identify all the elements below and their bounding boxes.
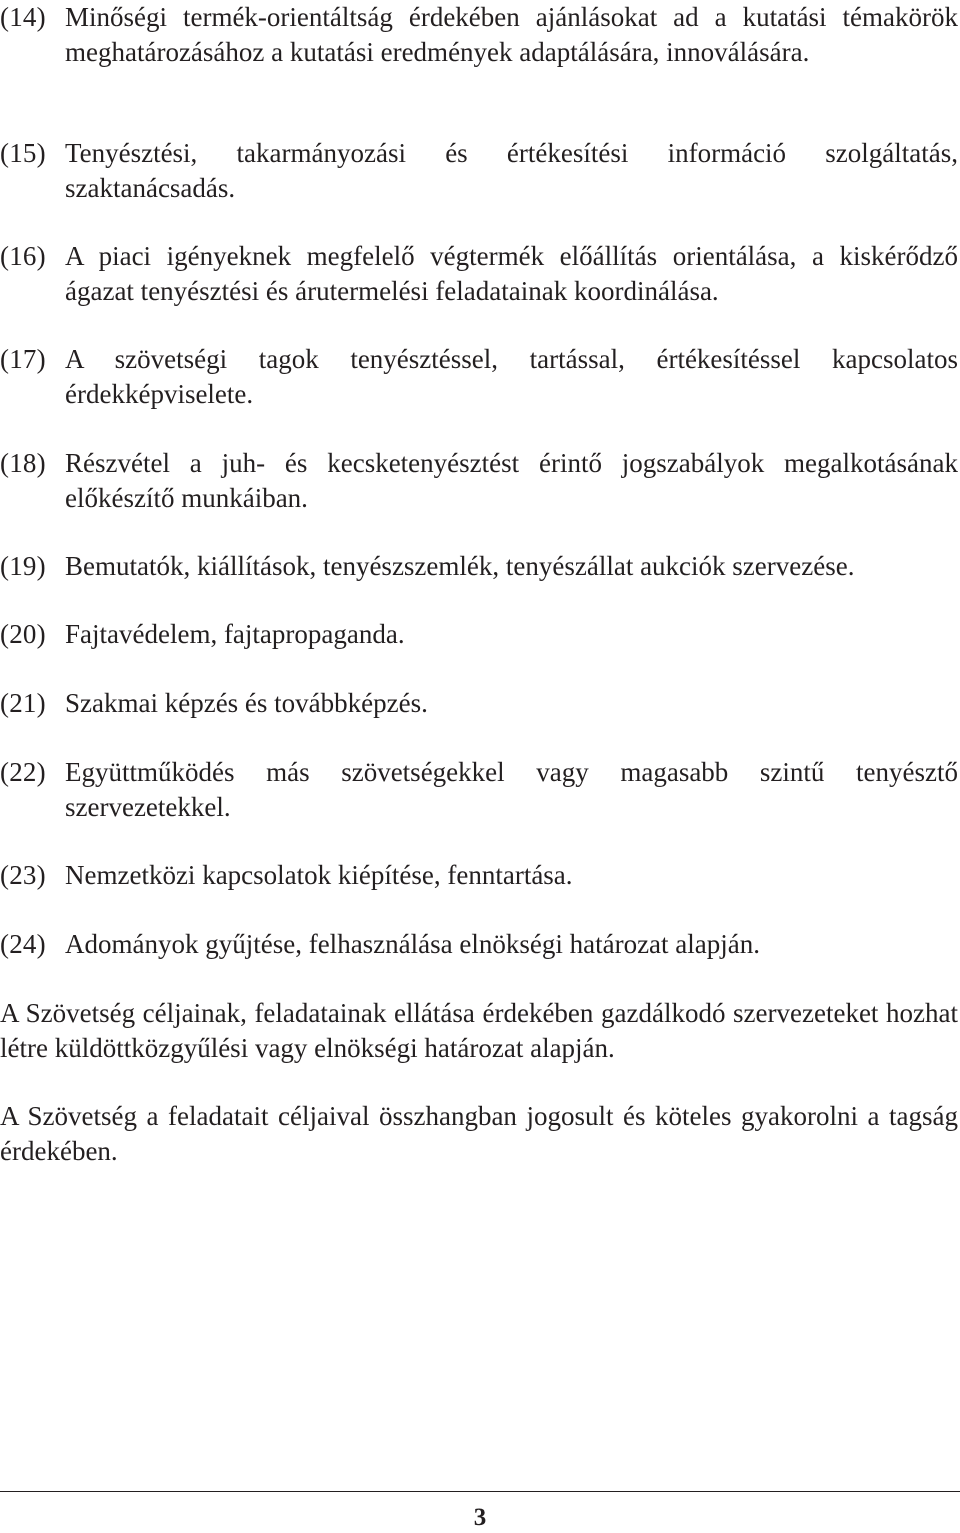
item-number: (18) [0, 448, 46, 478]
item-number: (14) [0, 2, 46, 32]
item-text: Együttműködés más szövetségekkel vagy magasabb szintű tenyésztő szervezetekkel. [65, 757, 958, 822]
item-text: Nemzetközi kapcsolatok kiépítése, fenntartása. [65, 860, 573, 890]
list-item [0, 239, 958, 309]
list-item [0, 446, 958, 516]
list-item [0, 858, 958, 893]
list-item [0, 686, 958, 721]
item-number: (16) [0, 241, 46, 271]
item-text: Adományok gyűjtése, felhasználása elnökségi határozat alapján. [65, 929, 760, 959]
list-item [0, 927, 958, 962]
list-item [0, 0, 958, 70]
list-item [0, 755, 958, 825]
list-item [0, 342, 958, 412]
body-paragraph: A Szövetség a feladatait céljaival összhangban jogosult és köteles gyakorolni a tagság érdekében. [0, 1101, 958, 1166]
item-number: (15) [0, 138, 46, 168]
item-number: (17) [0, 344, 46, 374]
footer-divider [0, 1491, 960, 1492]
item-number: (22) [0, 757, 46, 787]
item-text: A piaci igényeknek megfelelő végtermék előállítás orientálása, a kiskérődző ágazat tenyésztési és árutermelési feladatainak koordinálása. [65, 241, 958, 306]
item-text: Szakmai képzés és továbbképzés. [65, 688, 428, 718]
item-text: Részvétel a juh- és kecsketenyésztést érintő jogszabályok megalkotásának előkészítő munkáiban. [65, 448, 958, 513]
item-number: (21) [0, 688, 46, 718]
list-item [0, 617, 958, 652]
item-number: (24) [0, 929, 46, 959]
item-text: Minőségi termék-orientáltság érdekében ajánlásokat ad a kutatási témakörök meghatározásához a kutatási eredmények adaptálására, innoválására. [65, 2, 958, 67]
item-number: (20) [0, 619, 46, 649]
item-number: (23) [0, 860, 46, 890]
body-paragraph: A Szövetség céljainak, feladatainak ellátása érdekében gazdálkodó szervezeteket hozhat létre küldöttközgyűlési vagy elnökségi határozat alapján. [0, 998, 958, 1063]
item-text: Tenyésztési, takarmányozási és értékesítési információ szolgáltatás, szaktanácsadás. [65, 138, 958, 203]
list-item [0, 136, 958, 206]
item-text: A szövetségi tagok tenyésztéssel, tartással, értékesítéssel kapcsolatos érdekképviselete. [65, 344, 958, 409]
item-text: Bemutatók, kiállítások, tenyészszemlék, tenyészállat aukciók szervezése. [65, 551, 855, 581]
page-number: 3 [473, 1504, 487, 1531]
item-number: (19) [0, 551, 46, 581]
item-text: Fajtavédelem, fajtapropaganda. [65, 619, 405, 649]
list-item [0, 549, 958, 584]
